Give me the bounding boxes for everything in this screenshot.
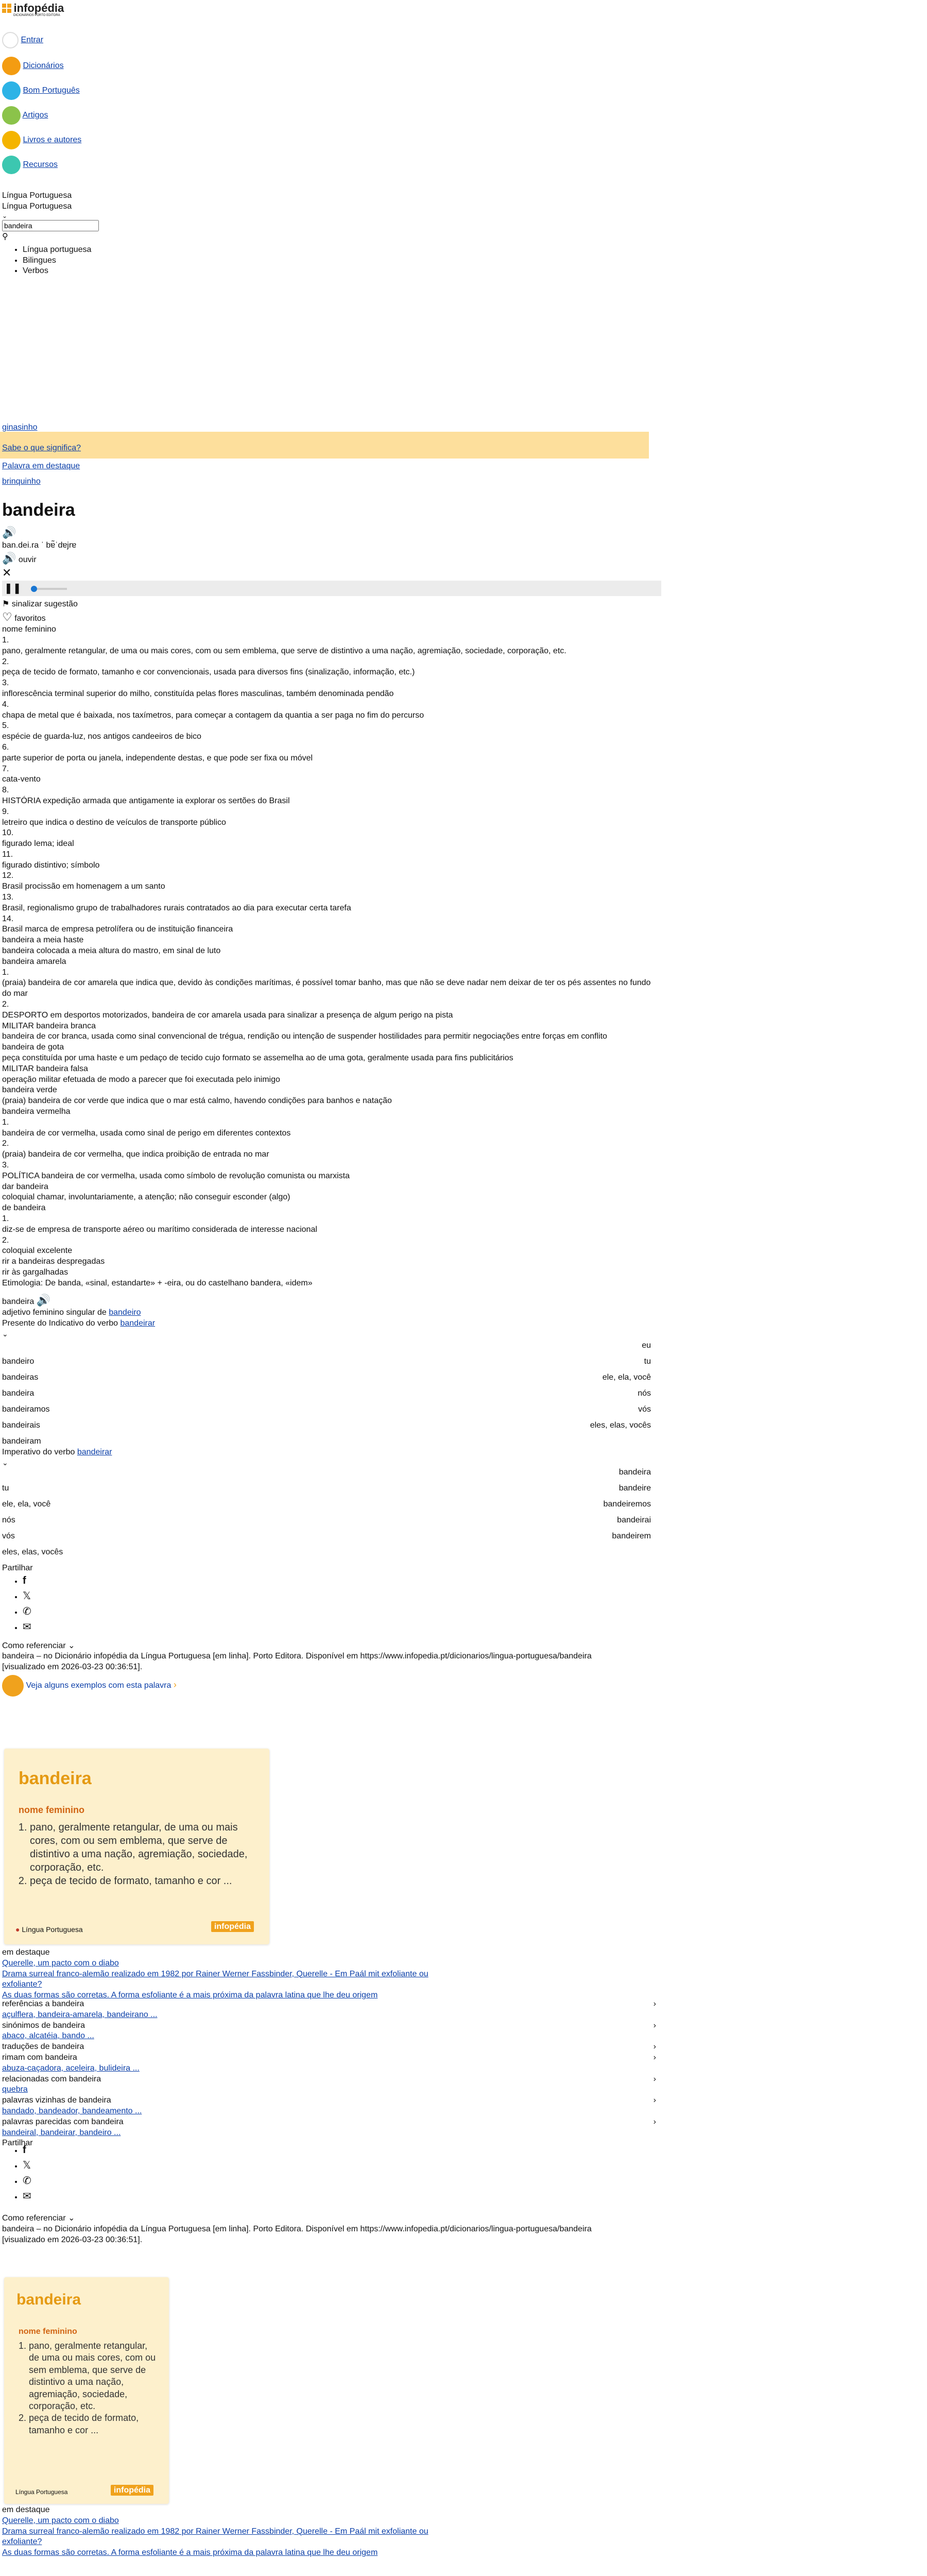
speaker-icon[interactable]: 🔊 [2,551,16,565]
conj-row: eu [642,1341,651,1350]
expression-line: (praia) bandeira de cor verde que indica que o mar está calmo, havendo condições para banhos e natação [2,1096,392,1106]
search-icon[interactable]: ⚲ [2,232,8,241]
expression-line: bandeira amarela [2,957,66,966]
article-icon [2,106,21,125]
logo-subtitle: DICIONÁRIOS PORTO EDITORA [13,13,60,17]
share-label: Partilhar [2,1563,33,1572]
share-x[interactable] [23,2159,594,2174]
expression-line: 1. [2,1117,9,1127]
dictionary-option[interactable]: • Verbos [23,266,99,277]
nav-link[interactable]: Dicionários [23,61,64,71]
sense-number: 3. [2,679,9,688]
nav-item-bom-portugues[interactable] [2,81,81,106]
sense-text: Brasil procissão em homenagem a um santo [2,882,165,891]
card-item: 1. pano, geralmente retangular, de uma ou mais cores, com ou sem emblema, que serve de distintivo a uma nação, agremiação, sociedade, corporação, etc. [29,2340,158,2412]
nav-link[interactable]: Recursos [23,160,58,170]
related-section [2,1999,656,2149]
audio-player[interactable] [2,581,656,599]
dictionary-select[interactable]: Língua Portuguesa [2,201,72,211]
card-footer: Língua Portuguesa [15,2488,68,2496]
expression-line: bandeira colocada a meia altura do mastro, em sinal de luto [2,946,221,956]
chevron-down-icon[interactable]: ⌄ [2,212,8,219]
flag-icon[interactable]: ⚑ [2,599,10,608]
featured-link[interactable]: Drama surreal franco-alemão realizado em 1982 por Rainer Werner Fassbinder, Querelle - Em Paál mit exfoliante ou exfoliante? [2,2527,428,2547]
chevron-right-icon: › [653,2053,656,2062]
sense-text: figurado distintivo; símbolo [2,860,100,870]
dictionary-select-label: Língua Portuguesa [2,191,72,200]
pause-icon[interactable]: ❚❚ [4,582,22,594]
secondary-word: bandeira [2,1297,35,1306]
conj-row: bandeiro tu [2,1357,651,1366]
expression-line: (praia) bandeira de cor vermelha, que indica proibição de entrada no mar [2,1150,269,1159]
expression-line: dar bandeira [2,1182,48,1191]
site-logo[interactable] [2,1,64,18]
cite-label[interactable]: Como referenciar [2,2214,66,2223]
chevron-down-icon[interactable]: ⌄ [2,1329,8,1338]
imperative-link[interactable]: bandeirar [77,1447,112,1456]
expression-line: bandeira a meia haste [2,936,84,945]
sense-text: inflorescência terminal superior do milho, constituída pelas flores masculinas, também denominada pendão [2,689,394,698]
examples-icon [2,1675,24,1697]
secondary-line: adjetivo feminino singular de [2,1308,109,1317]
citation: bandeira – no Dicionário infopédia da Língua Portuguesa [em linha]. Porto Editora. Disponível em https://www.infopedia.pt/dicionarios/lingua-portuguesa/bandeira [visualizado em 2026-03-23 00:36:51]. [2,2224,592,2244]
expression-line: de bandeira [2,1204,46,1213]
highlight-link[interactable]: Palavra em destaque [2,462,80,470]
expression-line: bandeira de gota [2,1043,64,1052]
featured-link[interactable]: As duas formas são corretas. A forma esfoliante é a mais próxima da palavra latina que lhe deu origem [2,1991,378,2000]
conj-row: bandeira nós [2,1388,651,1398]
related-group[interactable]: sinónimos de bandeira abaco, alcatéia, bando ... › [2,2021,656,2041]
books-icon [2,131,21,149]
related-group[interactable]: referências a bandeira açulflera, bandeira-amarela, bandeirano ... › [2,1999,656,2019]
email-icon[interactable]: ✉ [23,2191,31,2202]
featured-heading: em destaque [2,1948,50,1957]
sense-text: cata-vento [2,775,41,784]
email-icon[interactable]: ✉ [23,1621,31,1633]
sense-number: 11. [2,850,13,859]
share-whatsapp[interactable] [23,1605,656,1620]
share-email[interactable] [23,1620,656,1636]
login-area[interactable] [2,32,43,48]
sense-number: 6. [2,742,9,752]
card-title: bandeira [19,1769,92,1788]
expression-line: rir às gargalhadas [2,1267,68,1277]
sense-number: 13. [2,893,14,902]
search-area [2,191,99,277]
promo-tag[interactable]: ginasinho [2,423,38,432]
sense-text: chapa de metal que é baixada, nos taxímetros, para começar a contagem da quantia a ser paga no fim do percurso [2,710,424,720]
related-group[interactable]: palavras parecidas com bandeira bandeiral, bandeirar, bandeiro ... › [2,2117,656,2137]
expression-line: operação militar efetuada de modo a parecer que foi executada pelo inimigo [2,1075,280,1084]
sense-text: Brasil marca de empresa petrolífera ou de instituição financeira [2,925,233,934]
speaker-icon[interactable]: 🔊 [2,526,16,539]
share-email[interactable] [23,2190,594,2205]
expression-line: MILITAR bandeira falsa [2,1064,88,1073]
entry-title: bandeira [2,500,75,520]
related-group[interactable]: palavras vizinhas de bandeira bandado, bandeador, bandeamento ... › [2,2096,656,2115]
examples-button[interactable] [2,1675,656,1697]
nav-item-artigos[interactable] [2,106,81,131]
sense-text: peça de tecido de formato, tamanho e cor convencionais, usada para diversos fins (sinalização, informação, etc.) [2,668,415,677]
sense-number: 12. [2,871,14,880]
expression-line: 1. [2,968,9,977]
expression-line: 2. [2,1235,9,1245]
conj-row: vós bandeirem [2,1531,651,1540]
x-icon[interactable]: 𝕏 [23,1590,31,1602]
share-x[interactable] [23,1589,656,1605]
featured-link[interactable]: Querelle, um pacto com o diabo [2,2516,119,2525]
card-logo: infopédia [211,1922,254,1933]
card-category: nome feminino [19,1805,85,1815]
expression-line: POLÍTICA bandeira de cor vermelha, usada como símbolo de revolução comunista ou marxista [2,1171,350,1180]
sense-number: 5. [2,721,9,731]
favorites-label[interactable]: favoritos [14,614,46,623]
expression-line: bandeira de cor vermelha, usada como sinal de perigo em diferentes contextos [2,1128,291,1138]
card-logo: infopédia [111,2485,153,2496]
x-icon[interactable]: 𝕏 [23,2160,31,2171]
sense-text: parte superior de porta ou janela, independente destas, e que pode ser fixa ou móvel [2,753,313,762]
search-input[interactable] [2,220,99,231]
expression-line: 2. [2,1000,9,1009]
expression-line: 2. [2,1139,9,1148]
expression-line: MILITAR bandeira branca [2,1021,96,1030]
conj-row: tu bandeire [2,1483,651,1493]
share-whatsapp[interactable] [23,2174,594,2190]
card-item: 2. peça de tecido de formato, tamanho e cor ... [29,2412,158,2436]
highlight-word[interactable]: brinquinho [2,477,41,486]
cite-label[interactable]: Como referenciar [2,1641,66,1650]
nav-link[interactable]: Artigos [22,111,48,120]
secondary-link[interactable]: bandeirar [120,1318,156,1328]
expression-line: 3. [2,1161,9,1170]
chevron-down-icon[interactable]: ⌄ [68,2214,75,2223]
citation: bandeira – no Dicionário infopédia da Língua Portuguesa [em linha]. Porto Editora. Disponível em https://www.infopedia.pt/dicionarios/lingua-portuguesa/bandeira [visualizado em 2026-03-23 00:36:51]. [2,1652,592,1672]
sense-text: HISTÓRIA expedição armada que antigamente ia explorar os sertões do Brasil [2,796,290,805]
secondary-link[interactable]: bandeiro [109,1308,141,1317]
card-category: nome feminino [19,2327,77,2336]
featured-link[interactable]: Drama surreal franco-alemão realizado em 1982 por Rainer Werner Fassbinder, Querelle - Em Paál mit exfoliante ou exfoliante? [2,1969,428,1989]
sense-number: 8. [2,786,9,795]
promo-banner[interactable] [0,432,649,459]
conj-row: eles, elas, vocês [2,1547,63,1556]
nav-item-dicionarios[interactable] [2,57,81,81]
sense-number: 4. [2,700,9,709]
entry-category: nome feminino [2,625,56,634]
chevron-right-icon: › [173,1680,177,1690]
conj-row: bandeira [619,1467,651,1477]
sense-text: figurado lema; ideal [2,839,74,849]
sense-number: 10. [2,828,14,838]
sense-number: 14. [2,914,14,923]
sense-number: 9. [2,807,9,816]
senses [2,635,656,935]
conj-row: bandeiras ele, ela, você [2,1372,651,1382]
entry [2,499,656,1697]
expression-line: bandeira verde [2,1086,57,1095]
expressions [2,935,656,1278]
chevron-right-icon: › [653,2042,656,2052]
expression-line: bandeira de cor branca, usada como sinal convencional de trégua, rendição ou intenção de suspender hostilidades para permitir negociações entre forças em conflito [2,1032,607,1041]
etymology: Etimologia: De banda, «sinal, estandarte» + -eira, ou do castelhano bandera, «idem» [2,1278,313,1287]
phonetics: ban.dei.ra ˈ bɐ̃ˈdɐjrɐ [2,540,77,550]
featured-section-2 [2,2505,445,2558]
chevron-right-icon: › [653,2074,656,2083]
share-section-2 [2,2143,594,2245]
card-item: 2. peça de tecido de formato, tamanho e cor ... [30,1874,251,1888]
facebook-icon[interactable]: f [23,2144,26,2156]
book-icon [2,57,21,75]
promo-question[interactable]: Sabe o que significa? [2,444,81,452]
related-group[interactable]: relacionadas com bandeira quebra › [2,2074,656,2094]
dictionary-option[interactable]: • Bilingues [23,256,99,266]
conj-row: bandeiramos vós [2,1404,651,1414]
sense-text: pano, geralmente retangular, de uma ou mais cores, com ou sem emblema, que serve de distintivo a uma nação, agremiação, sociedade, corporação, etc. [2,646,566,655]
nav-link[interactable]: Livros e autores [23,135,82,145]
featured-heading: em destaque [2,2505,50,2514]
chevron-right-icon: › [653,2096,656,2105]
expression-line: peça constituída por uma haste e um pedaço de tecido cujo formato se assemelha ao de uma gota, geralmente usada para fins publicitários [2,1054,513,1063]
main-nav [2,57,81,180]
conj-row: nós bandeirai [2,1515,651,1524]
conjugation-present [2,1341,656,1436]
expression-line: diz-se de empresa de transporte aéreo ou marítimo considerada de interesse nacional [2,1225,317,1234]
conj-tail: bandeiram [2,1436,41,1446]
conj-row: ele, ela, você bandeiremos [2,1499,651,1509]
chevron-down-icon[interactable]: ⌄ [68,1641,75,1650]
share-facebook[interactable] [23,1574,656,1589]
expression-line: coloquial chamar, involuntariamente, a atenção; não conseguir esconder (algo) [2,1193,290,1202]
resources-icon [2,156,21,174]
sense-text: letreiro que indica o destino de veículos de transporte público [2,818,226,827]
related-group[interactable]: rimam com bandeira abuza-caçadora, aceleira, bulideira ... › [2,2053,656,2073]
card-item: 1. pano, geralmente retangular, de uma ou mais cores, com ou sem emblema, que serve de distintivo a uma nação, agremiação, sociedade, corporação, etc. [30,1821,251,1874]
featured-link[interactable]: As duas formas são corretas. A forma esfoliante é a mais próxima da palavra latina que lhe deu origem [2,2548,378,2557]
suggest-label[interactable]: sinalizar sugestão [11,599,78,608]
logo-text: infopédia [13,2,64,14]
sense-number: 2. [2,657,9,666]
imperative-label: Imperativo do verbo [2,1447,77,1456]
user-icon [2,32,19,48]
chevron-right-icon: › [653,2021,656,2030]
expression-line: DESPORTO em desportos motorizados, bandeira de cor amarela usada para sinalizar a presença de algum perigo na pista [2,1010,453,1020]
conj-row: bandeirais eles, elas, vocês [2,1420,651,1430]
chevron-right-icon: › [653,2117,656,2126]
conjugation-imperative [2,1467,656,1563]
dictionary-option[interactable]: • Língua portuguesa [23,245,99,256]
card-footer: ● Língua Portuguesa [15,1925,83,1934]
chevron-down-icon[interactable]: ⌄ [2,1458,8,1467]
chevron-right-icon: › [653,1999,656,2008]
nav-link[interactable]: Bom Português [23,86,80,95]
whatsapp-icon[interactable]: ✆ [23,2175,31,2187]
entry-card-small[interactable] [4,2277,169,2504]
expression-line: rir a bandeiras despregadas [2,1257,105,1266]
card-title: bandeira [16,2291,81,2308]
whatsapp-icon[interactable]: ✆ [23,1605,31,1617]
related-group[interactable]: traduções de bandeira › [2,2042,656,2053]
sense-number: 7. [2,764,9,773]
sense-number: 1. [2,635,9,645]
expression-line: coloquial excelente [2,1246,73,1256]
close-icon[interactable]: ✕ [2,566,12,580]
entry-card[interactable] [4,1749,269,1944]
expression-line: 1. [2,1214,9,1223]
sense-text: espécie de guarda-luz, nos antigos candeeiros de bico [2,732,201,741]
expression-line: (praia) bandeira de cor amarela que indica que, devido às condições marítimas, é possível tomar banho, mas que não se deve nadar nem deixar de ter os pés assentes no fundo do mar [2,978,651,998]
sense-text: Brasil, regionalismo grupo de trabalhadores rurais contratados ao dia para executar certa tarefa [2,903,351,912]
expression-line: bandeira vermelha [2,1107,71,1116]
facebook-icon[interactable]: f [23,1574,26,1586]
nav-item-recursos[interactable] [2,156,81,180]
heart-icon[interactable]: ♡ [2,610,12,623]
progress-handle[interactable] [31,586,37,592]
login-link[interactable]: Entrar [21,36,44,45]
nav-item-livros[interactable] [2,131,81,156]
chat-icon [2,81,21,100]
share-label: Partilhar [2,2139,33,2148]
secondary-line: Presente do Indicativo do verbo [2,1318,121,1328]
flag-icon: ● [15,1925,20,1934]
share-facebook[interactable] [23,2143,594,2159]
featured-link[interactable]: Querelle, um pacto com o diabo [2,1958,119,1968]
examples-label: Veja alguns exemplos com esta palavra [26,1681,171,1690]
listen-label: ouvir [18,555,37,564]
speaker-icon[interactable]: 🔊 [36,1293,51,1307]
featured-section [2,1947,445,2001]
